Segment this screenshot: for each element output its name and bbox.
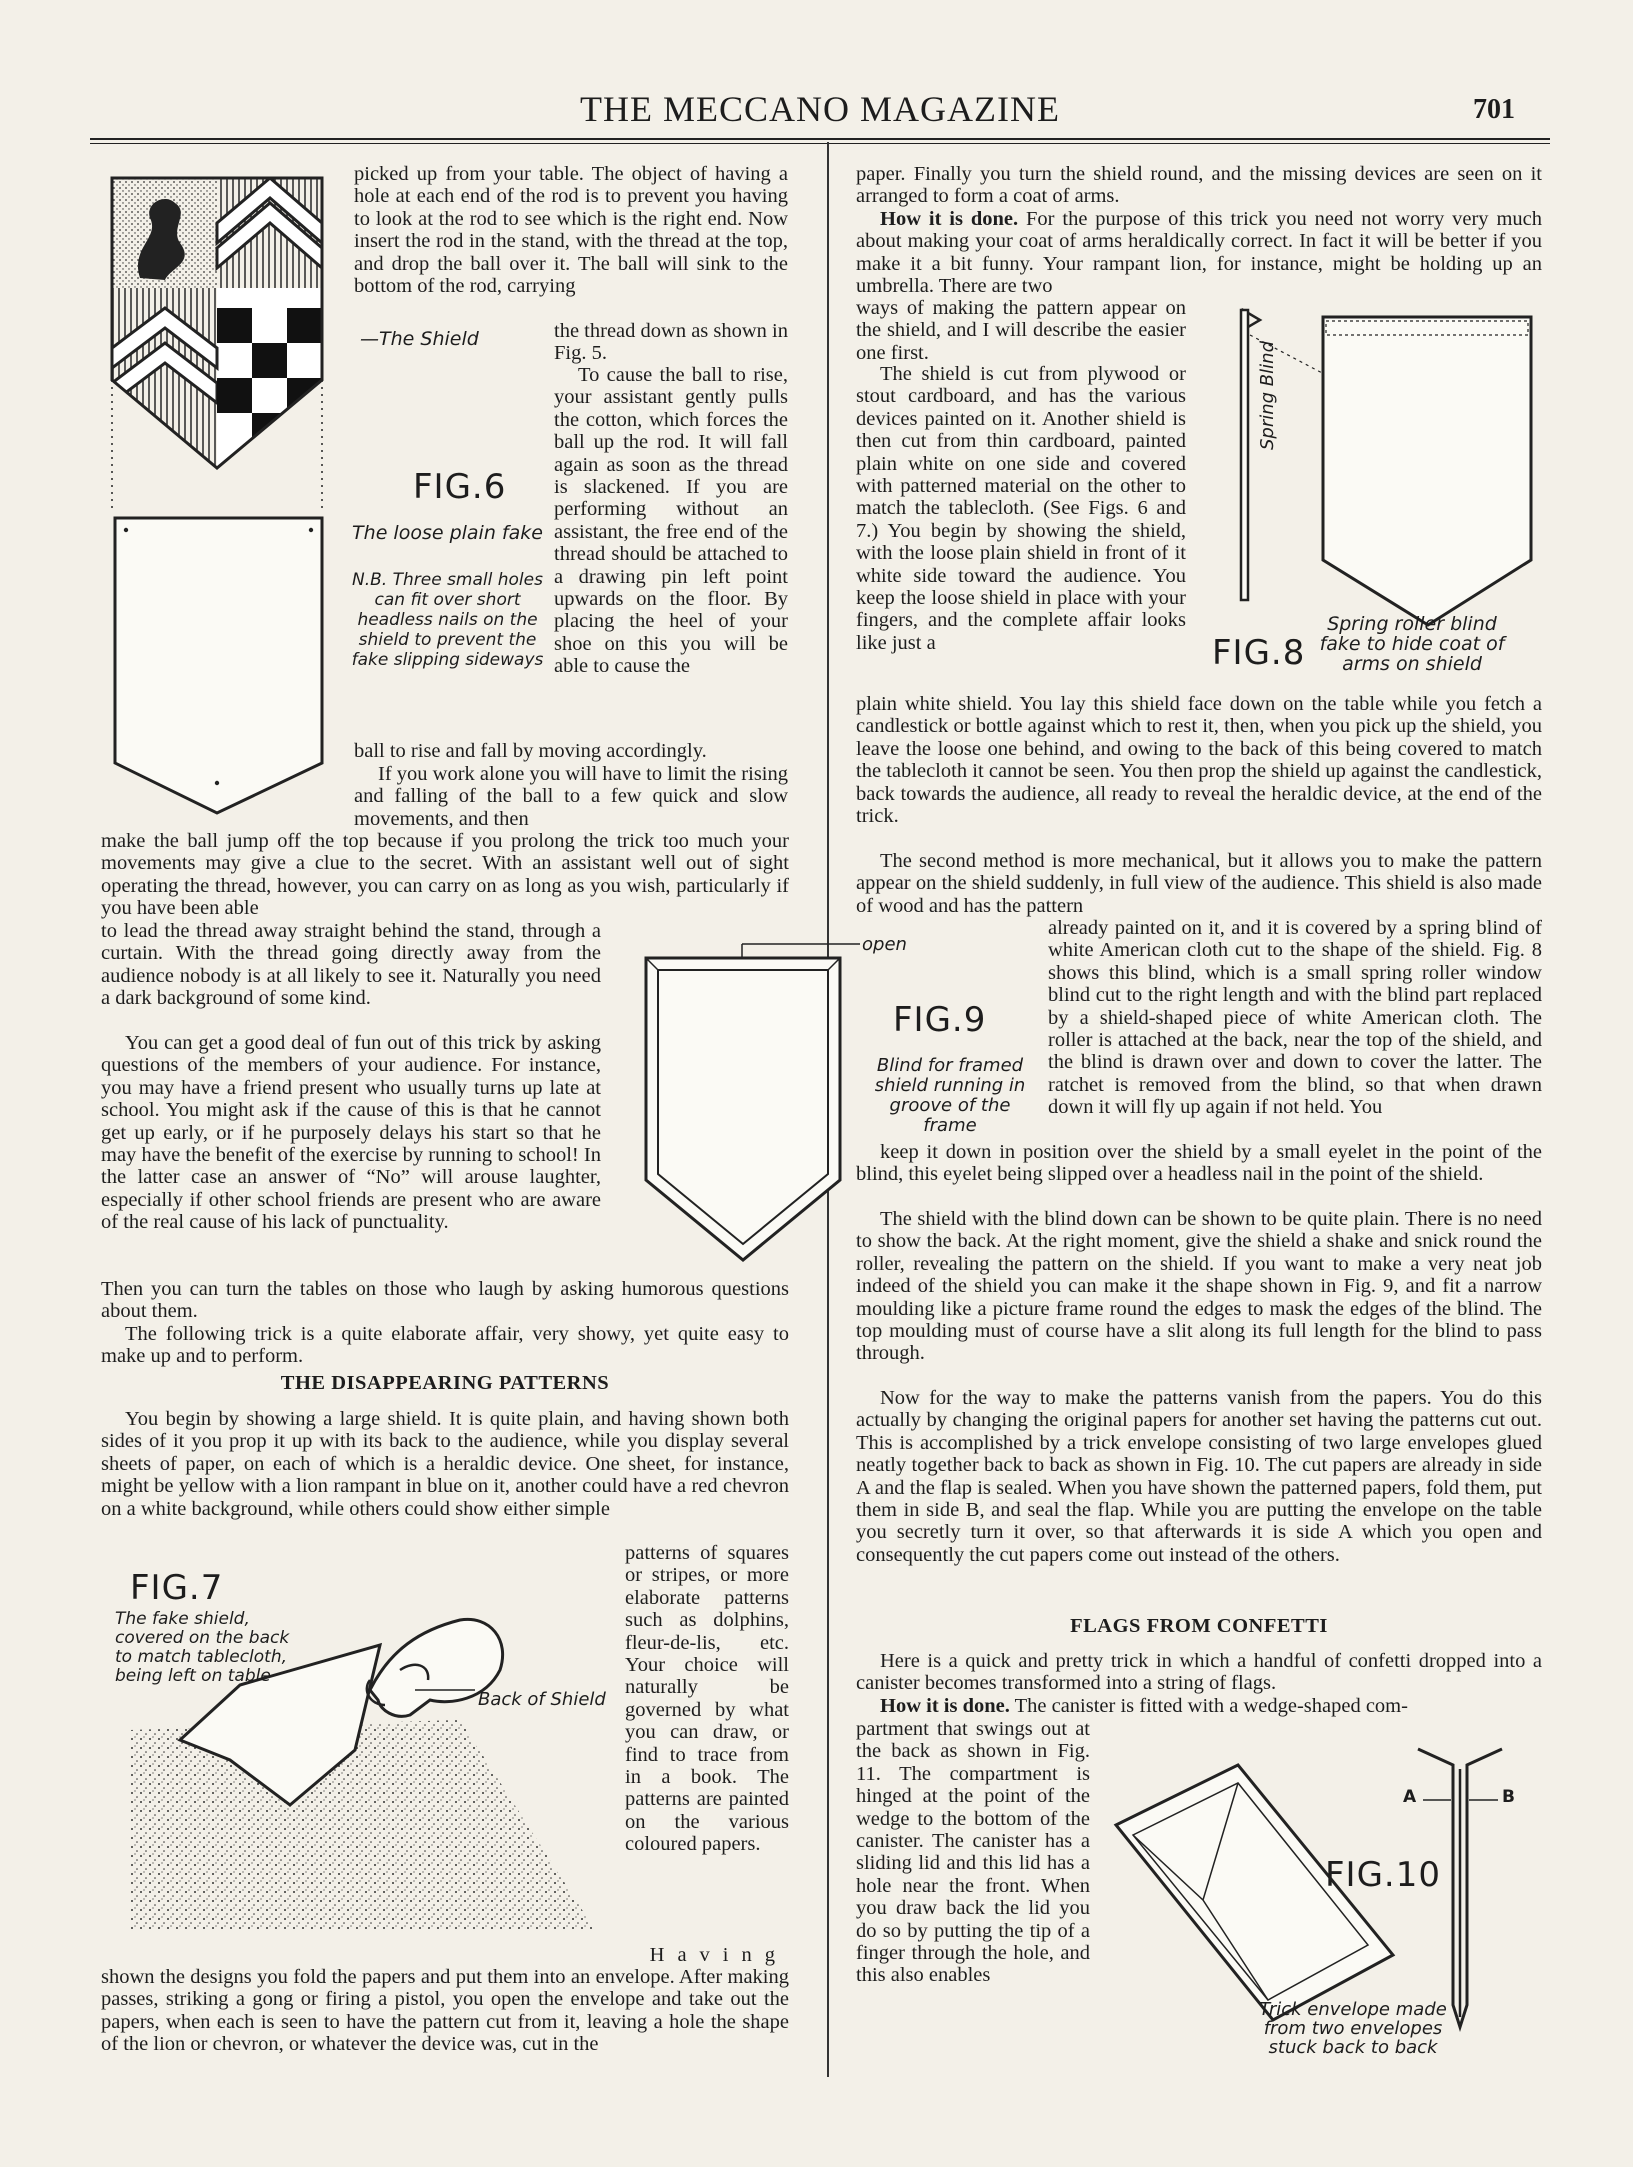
- right-p3b: plain white shield. You lay this shield face down on the table while you fetch a candlestick or bottle against which to rest it, then, when you pick up the shield, you leave the loose one behind, and owing to the back of this being covered to match the tablecloth it cannot be seen. You then prop the shield up against the candlestick, back towards the audience, all ready to reveal the heraldic device, at the end of the trick.: [856, 693, 1542, 828]
- page-number: 701: [1473, 94, 1515, 125]
- left-p6a: You begin by showing a large shield. It is quite plain, and having shown both sides of it you prop it up with its back to the audience, while you display several sheets of paper, on each of which is a heraldic device. One sheet, for instance, might be yellow with a lion rampant in blue on it, another could have a red chevron on a white background, while others could show either simple: [101, 1408, 789, 1520]
- fig7-back-label: Back of Shield: [478, 1689, 606, 1710]
- right-p4c: keep it down in position over the shield by a small eyelet in the point of the blind, this eyelet being slipped over a headless nail in the point of the shield.: [856, 1141, 1542, 1186]
- fig8-caption: Spring roller blind fake to hide coat of arms on shield: [1319, 613, 1505, 675]
- right-p4a: The second method is more mechanical, but it allows you to make the pattern appear on the shield suddenly, in full view of the audience. This shield is also made of wood and has the pattern: [856, 850, 1542, 917]
- header-rule-thin: [90, 143, 1550, 144]
- left-p2: To cause the ball to rise, your assistant gently pulls the cotton, which forces the ball up the rod. It will fall again as soon as the thread is slackened. If you are performing without an assistant, the free end of the thread should be attached to a drawing pin left point upwards on the floor. By placing the heel of your shoe on this you will be able to cause the: [554, 364, 788, 678]
- fig8-label: FIG.8: [1212, 633, 1306, 673]
- spring-roller: [1241, 310, 1248, 600]
- right-p4b: already painted on it, and it is covered by a spring blind of white American cloth cut to the shape of the shield. Fig. 8 shows this blind, which is a small spring roller window blind cut to the right length and with the blind part replaced by a shield-shaped piece of white American cloth. The roller is attached at the back, near the top of the shield, and the blind is drawn over and down to cover the latter. The ratchet is removed from the blind, so that when drawn down it will fly up again if not held. You: [1048, 917, 1542, 1119]
- fig10-label-b: B: [1502, 1787, 1515, 1807]
- right-p1: paper. Finally you turn the shield round, and the missing devices are seen on it arranged to form a coat of arms.: [856, 163, 1542, 208]
- fig6-shield-caption: —The Shield: [360, 328, 479, 350]
- fig7-caption: The fake shield, covered on the back to match tablecloth, being left on table: [115, 1609, 290, 1686]
- fig6-note: N.B. Three small holes can fit over short headless nails on the shield to prevent the fake slipping sideways: [351, 570, 544, 670]
- left-p4b: Then you can turn the tables on those who laugh by asking humorous questions about them.: [101, 1278, 789, 1323]
- header-rule: [90, 138, 1550, 140]
- right-p6: Now for the way to make the patterns vanish from the papers. You do this actually by changing the original papers for another set having the patterns cut out. This is accomplished by a trick envelope consisting of two large envelopes glued neatly together back to back as shown in Fig. 10. The cut papers are already in side A and the flap is sealed. When you have shown the patterned papers, fold them, put them in side B, and seal the flap. While you are putting the envelope on the table you secretly turn it over, so that afterwards it is side A which you open and consequently the cut papers come out instead of the others.: [856, 1387, 1542, 1566]
- right-p8b: partment that swings out at the back as shown in Fig. 11. The compartment is hinged at the point of the wedge to the bottom of the canister. The canister has a sliding lid and this lid has a hole near the front. When you draw back the lid you do so by putting the tip of a finger through the hole, and this also enables: [856, 1718, 1090, 1987]
- magazine-title: THE MECCANO MAGAZINE: [580, 89, 1060, 129]
- framed-shield: [646, 958, 840, 1260]
- left-p6d: shown the designs you fold the papers and put them into an envelope. After making passes, striking a gong or firing a pistol, you open the envelope and take out the papers, when each is seen to have the pattern cut from it, leaving a hole the shape of the lion or chevron, or whatever the device was, cut in the: [101, 1966, 789, 2056]
- fig7-label: FIG.7: [130, 1568, 224, 1608]
- fig8-vertical-label: Spring Blind: [1257, 341, 1278, 450]
- right-p5: The shield with the blind down can be shown to be quite plain. There is no need to show the back. At the right moment, give the shield a shake and snick round the roller, revealing the pattern on the shield. If you want to make a very neat job indeed of the shield you can make it the shape shown in Fig. 9, and fit a narrow moulding like a picture frame round the edges to mask the edges of the blind. The top moulding must of course have a slit along its full length for the blind to pass through.: [856, 1208, 1542, 1365]
- fig6-loose-caption: The loose plain fake: [352, 522, 543, 544]
- left-p3b: make the ball jump off the top because if you prolong the trick too much your movements may give a clue to the secret. With an assistant well out of sight operating the thread, however, you can carry on as long as you wish, particularly if you have been able: [101, 830, 789, 920]
- fig8-illustration: [1238, 305, 1548, 635]
- left-p4a: You can get a good deal of fun out of this trick by asking questions of the members of your audience. For instance, you may have a friend present who usually turns up late at school. You might ask if the cause of this is that he cannot get up early, or if he purposely delays his start so that he may have the benefit of the exercise by running to school! In the latter case an answer of “No” will arouse laughter, especially if other school friends are present who are aware of the real cause of his lack of punctuality.: [101, 1032, 601, 1234]
- right-p2-text: For the purpose of this trick you need not worry very much about making your coat of arms heraldically correct. In fact it will be better if you make it a bit funny. Your rampant lion, for instance, might be holding up an umbrella. There are two: [856, 208, 1542, 298]
- left-p2c: ball to rise and fall by moving accordingly.: [354, 740, 707, 762]
- right-p8-lead: How it is done.: [880, 1695, 1010, 1717]
- heading-disappearing-patterns: THE DISAPPEARING PATTERNS: [280, 1372, 610, 1394]
- loose-fake-shield: [115, 518, 322, 813]
- fig9-illustration: [640, 940, 860, 1265]
- right-p8: [856, 1695, 1542, 1717]
- shield-coat-of-arms: [112, 178, 322, 468]
- left-p6b: patterns of squares or stripes, or more elaborate patterns such as dolphins, fleur-de-lis, etc. Your choice will naturally be governed by what you can draw, or find to trace from in a book. The patterns are painted on the various coloured papers.: [625, 1542, 789, 1856]
- page-header: [90, 82, 1550, 142]
- fig6-illustration: [100, 168, 330, 808]
- fig9-caption: Blind for framed shield running in groove of the frame: [874, 1055, 1026, 1136]
- left-p3c: to lead the thread away straight behind the stand, through a curtain. With the thread going directly away from the audience nobody is at all likely to see it. Naturally you need a dark background of some kind.: [101, 920, 601, 1010]
- right-p2b: ways of making the pattern appear on the shield, and I will describe the easier one first.: [856, 297, 1186, 364]
- right-p7: Here is a quick and pretty trick in which a handful of confetti dropped into a canister becomes transformed into a string of flags.: [856, 1650, 1542, 1695]
- fig9-label: FIG.9: [893, 1000, 987, 1040]
- tablecloth: [130, 1720, 595, 1930]
- right-p3a: The shield is cut from plywood or stout cardboard, and has the various devices painted on it. Another shield is then cut from thin cardboard, painted plain white on one side and covered with patterned material on the other to match the tablecloth. (See Figs. 6 and 7.) You begin by showing the shield, with the loose plain shield in front of it white side toward the audience. You keep the loose shield in place with your fingers, and the complete affair looks like just a: [856, 363, 1186, 654]
- left-p6c: Having: [649, 1944, 788, 1966]
- fig9-open-label: open: [862, 934, 907, 955]
- fig10-label-a: A: [1403, 1787, 1417, 1807]
- left-p1b: the thread down as shown in Fig. 5.: [554, 320, 788, 365]
- blind-shield: [1323, 317, 1531, 625]
- left-p5: The following trick is a quite elaborate affair, very showy, yet quite easy to make up and to perform.: [101, 1323, 789, 1368]
- fig10-caption: Trick envelope made from two envelopes stuck back to back: [1259, 1999, 1447, 2058]
- left-p1a: picked up from your table. The object of having a hole at each end of the rod is to prevent you having to look at the rod to see which is the right end. Now insert the rod in the stand, with the thread at the top, and drop the ball over it. The ball will sink to the bottom of the rod, carrying: [354, 163, 788, 298]
- right-p8-text: The canister is fitted with a wedge-shaped com-: [1009, 1695, 1408, 1717]
- fig6-label: FIG.6: [413, 467, 507, 507]
- heading-flags-from-confetti: FLAGS FROM CONFETTI: [1070, 1615, 1328, 1637]
- left-p3a: If you work alone you will have to limit the rising and falling of the ball to a few quick and slow movements, and then: [354, 763, 788, 830]
- right-p2-lead: How it is done.: [880, 208, 1019, 230]
- right-p2: [856, 208, 1542, 298]
- fig10-label: FIG.10: [1325, 1855, 1442, 1895]
